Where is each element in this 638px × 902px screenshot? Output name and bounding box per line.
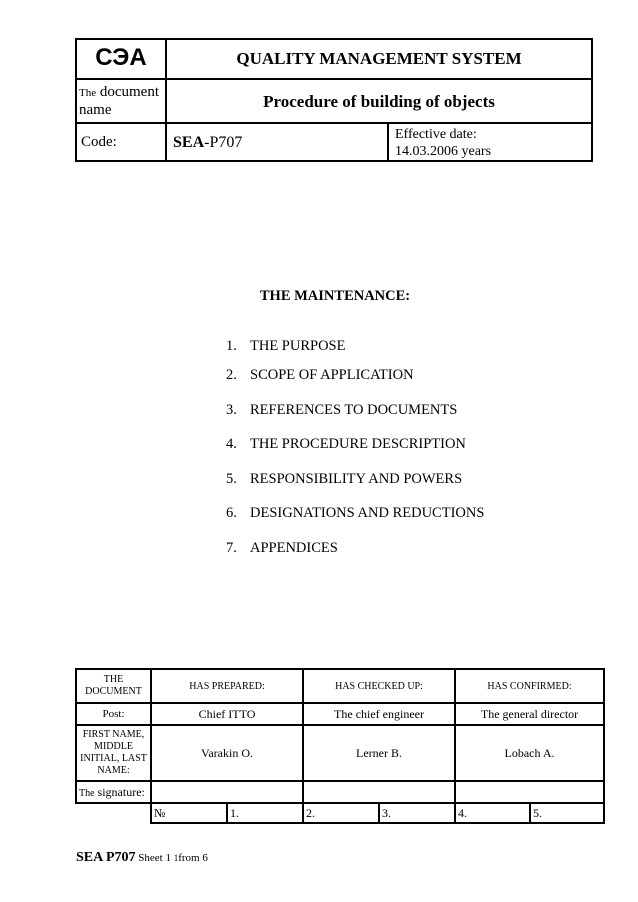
revision-cell: 3. [379, 803, 455, 823]
contents-item: 4. THE PROCEDURE DESCRIPTION [226, 436, 466, 452]
revision-cell: 1. [227, 803, 303, 823]
doc-name-label: The document name [79, 84, 160, 118]
post-row [76, 703, 604, 725]
doc-name-value: Procedure of building of objects [263, 92, 495, 111]
post-label: Post: [76, 703, 151, 725]
code-value: SEA-P707 [173, 134, 243, 151]
contents-item: 2. SCOPE OF APPLICATION [226, 367, 414, 383]
name-row [76, 725, 604, 781]
doc-label-cell: THE DOCUMENT [76, 669, 151, 703]
signature-label: The signature: [76, 781, 151, 803]
name-prepared: Varakin O. [151, 725, 303, 781]
contents-item: 5. RESPONSIBILITY AND POWERS [226, 471, 463, 487]
contents-item: 1. THE PURPOSE [226, 338, 346, 354]
footer-from: from 6 [178, 852, 208, 864]
prepared-header: HAS PREPARED: [151, 669, 303, 703]
contents-item: 3. REFERENCES TO DOCUMENTS [226, 402, 458, 418]
signature-row [76, 781, 604, 803]
revision-cell: 5. [530, 803, 604, 823]
revision-row [76, 803, 604, 823]
header-row-system [77, 40, 591, 80]
page-footer [76, 850, 208, 866]
header-row-docname [77, 80, 591, 124]
footer-small-num: 1 [173, 853, 179, 863]
name-confirmed: Lobach A. [455, 725, 604, 781]
confirmed-header: HAS CONFIRMED: [455, 669, 604, 703]
footer-code: SEA P707 [76, 850, 136, 865]
name-checked: Lerner B. [303, 725, 455, 781]
revision-number-label: № [151, 803, 227, 823]
maintenance-title: THE MAINTENANCE: [259, 288, 411, 304]
document-header [75, 38, 593, 162]
company-logo: СЭА [77, 40, 167, 78]
checked-header: HAS CHECKED UP: [303, 669, 455, 703]
revision-cell: 4. [455, 803, 530, 823]
revision-spacer [76, 803, 151, 823]
post-checked: The chief engineer [303, 703, 455, 725]
signature-checked [303, 781, 455, 803]
effective-date-label: Effective date: [395, 127, 477, 142]
system-title: QUALITY MANAGEMENT SYSTEM [236, 49, 522, 68]
revision-cell: 2. [303, 803, 379, 823]
effective-date-value: 14.03.2006 years [395, 144, 492, 159]
name-label: FIRST NAME, MIDDLE INITIAL, LAST NAME: [76, 725, 151, 781]
contents-item: 7. APPENDICES [226, 540, 338, 556]
approval-header-row [76, 669, 604, 703]
doc-name-label-cell [77, 80, 167, 122]
code-label: Code: [81, 134, 117, 150]
code-label-cell [77, 124, 167, 160]
post-confirmed: The general director [455, 703, 604, 725]
signature-confirmed [455, 781, 604, 803]
effective-date [387, 124, 591, 160]
contents-item: 6. DESIGNATIONS AND REDUCTIONS [226, 505, 485, 521]
footer-sheet: Sheet 1 [138, 852, 171, 864]
post-prepared: Chief ITTO [151, 703, 303, 725]
header-row-code [77, 124, 591, 160]
signature-prepared [151, 781, 303, 803]
approval-table [75, 668, 605, 824]
